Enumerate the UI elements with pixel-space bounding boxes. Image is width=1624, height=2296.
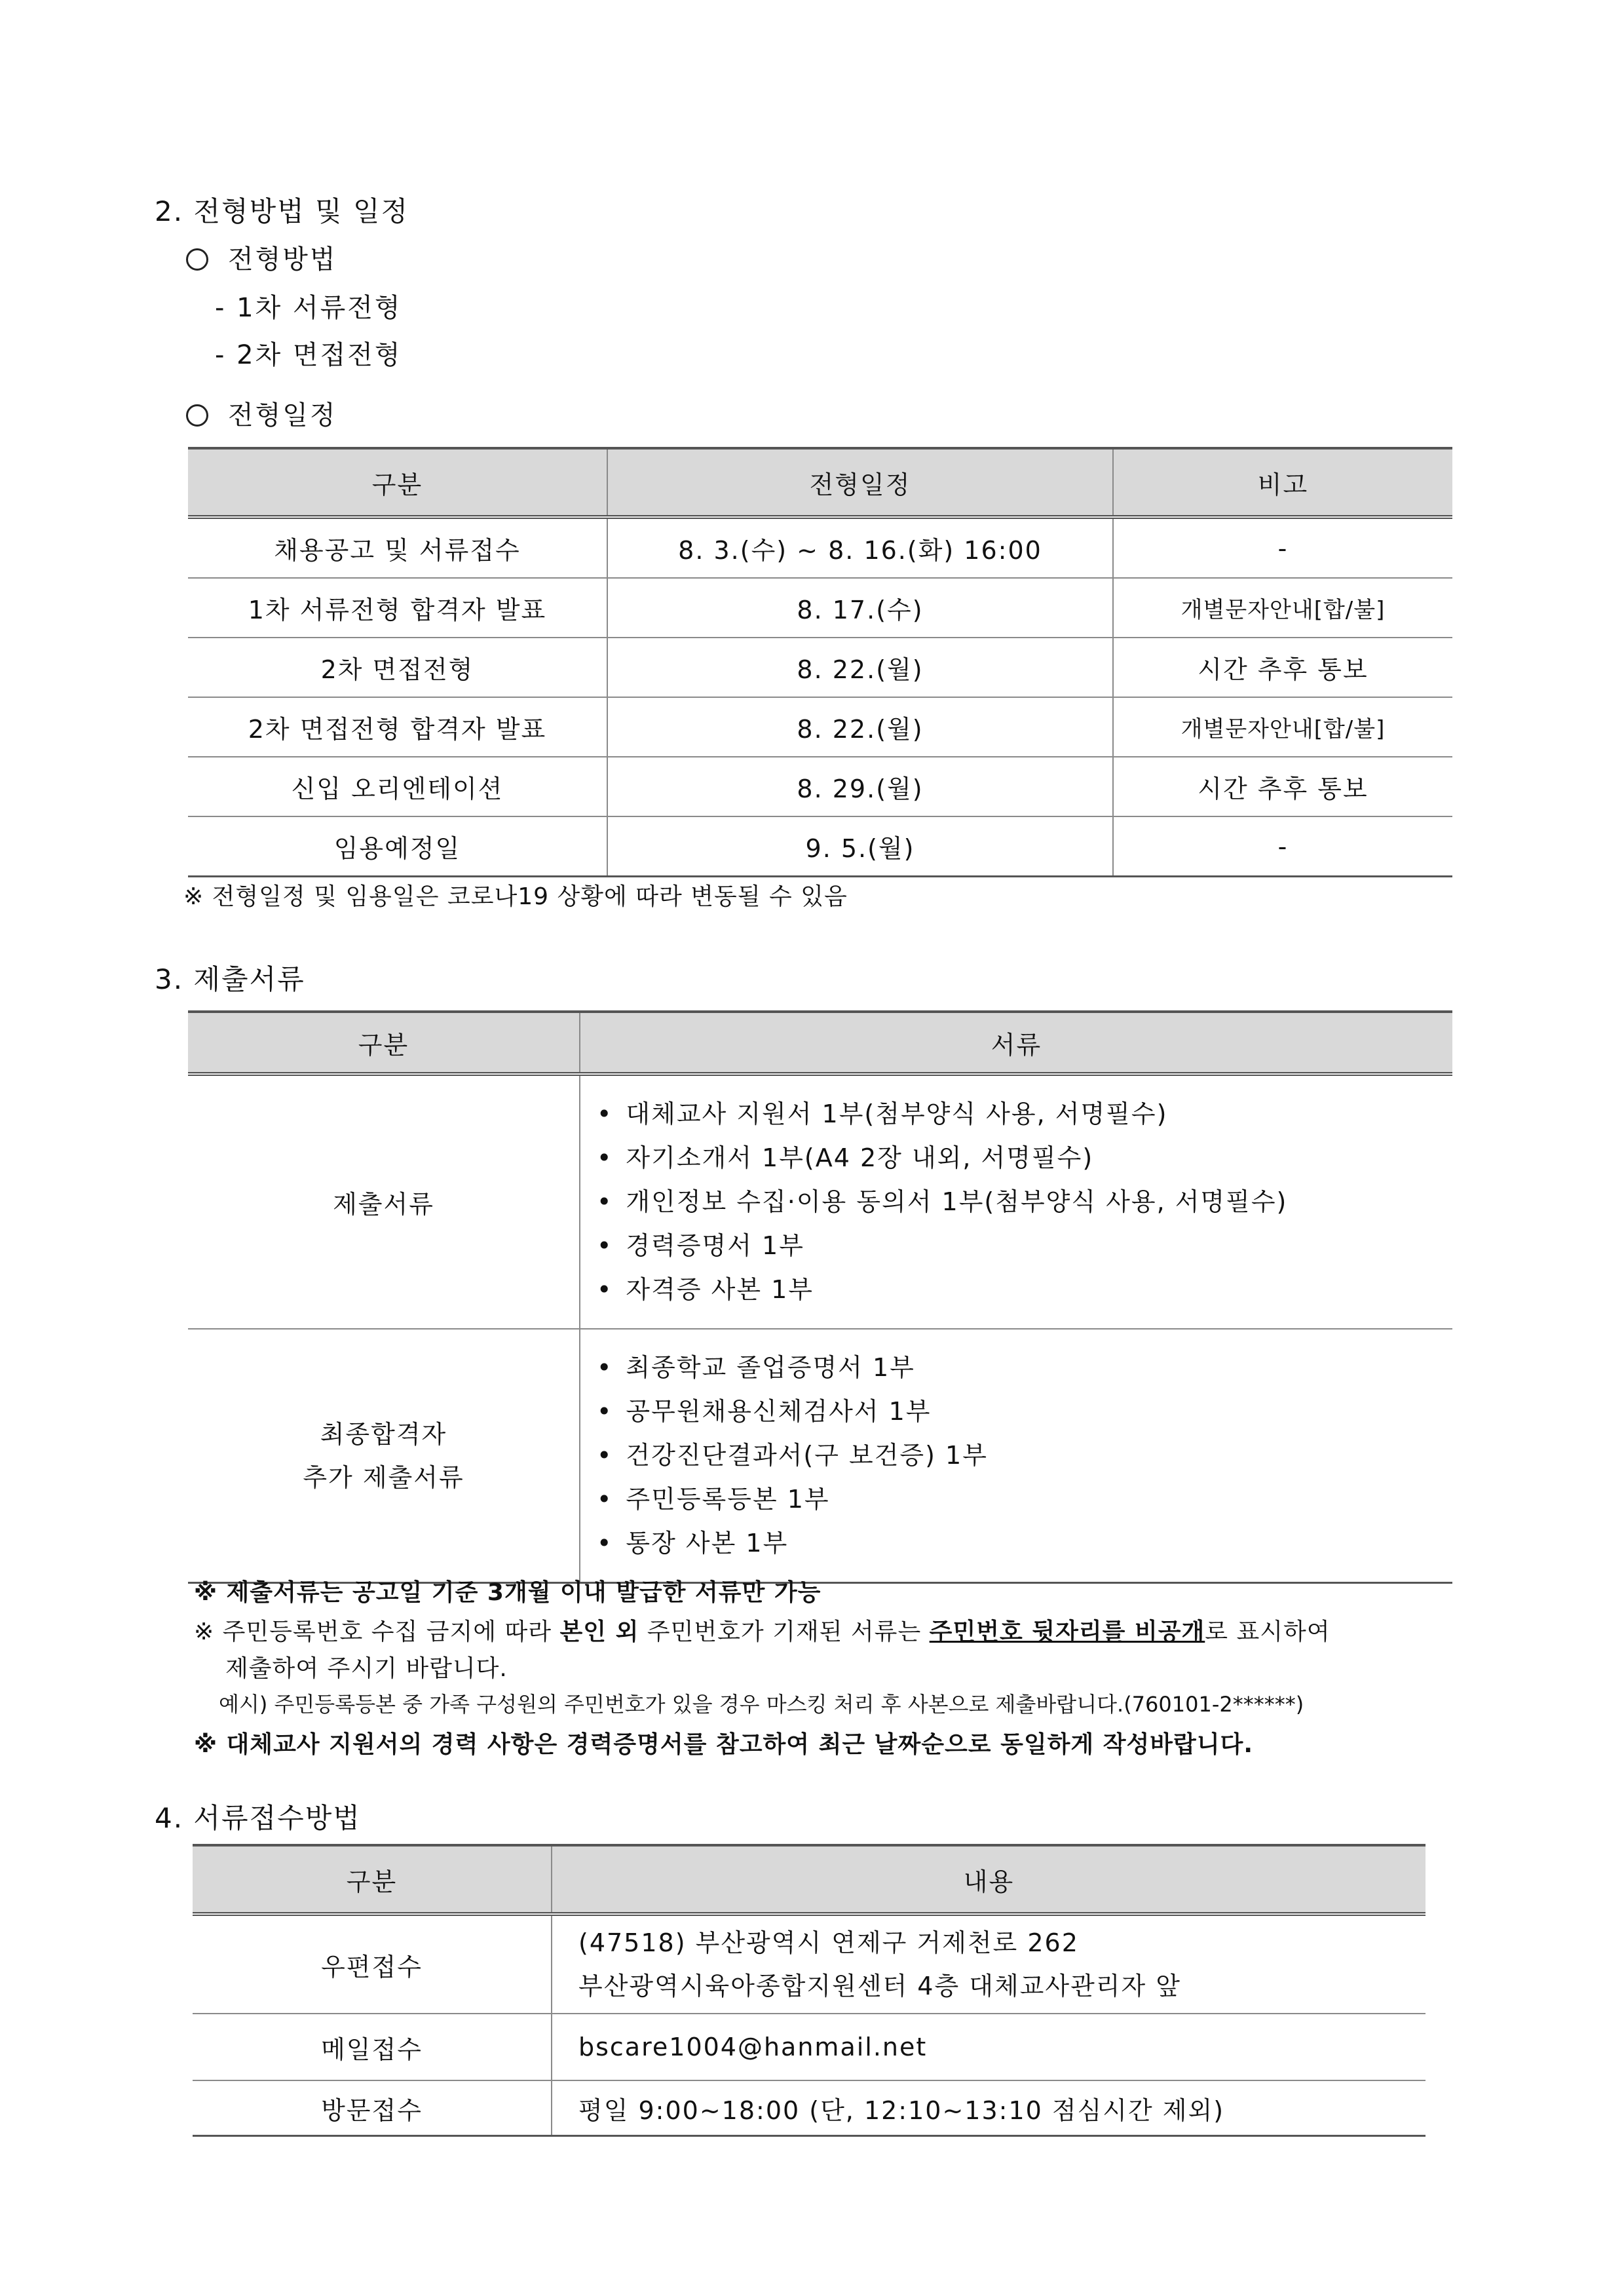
section-4-title: 4. 서류접수방법 <box>155 1802 361 1834</box>
table-row <box>193 1914 1426 2014</box>
submit-category: 메일접수 <box>193 2014 552 2080</box>
note-text: ※ 주민등록번호 수집 금지에 따라 <box>194 1618 560 1645</box>
schedule-note: - <box>1113 816 1452 877</box>
circle-bullet-icon <box>186 248 208 271</box>
section-2-title: 2. 전형방법 및 일정 <box>155 195 409 227</box>
note-underline: 주민번호 뒷자리를 비공개 <box>929 1618 1205 1645</box>
doc-note-2-cont: 제출하여 주시기 바랍니다. <box>225 1655 508 1682</box>
table-row <box>188 1329 1452 1583</box>
schedule-note: 시간 추후 통보 <box>1113 638 1452 697</box>
postal-address: (47518) 부산광역시 연제구 거제천로 262 <box>578 1928 1079 1957</box>
schedule-item: 1차 서류전형 합격자 발표 <box>188 578 607 638</box>
submission-table <box>193 1844 1426 2137</box>
submit-category: 우편접수 <box>193 1914 552 2014</box>
schedule-item: 2차 면접전형 합격자 발표 <box>188 697 607 757</box>
note-emphasis: 본인 외 <box>559 1618 639 1645</box>
table-row <box>188 816 1452 877</box>
list-item: • 최종학교 졸업증명서 1부 <box>597 1346 1452 1390</box>
method-heading <box>186 239 337 276</box>
section-3-title: 3. 제출서류 <box>155 963 305 995</box>
table-row <box>188 1074 1452 1329</box>
list-item: • 경력증명서 1부 <box>597 1224 1452 1268</box>
table-row <box>188 638 1452 697</box>
doc-category-line: 추가 제출서류 <box>303 1463 464 1492</box>
table-row <box>193 2080 1426 2136</box>
note-text: 주민번호가 기재된 서류는 <box>639 1618 930 1645</box>
schedule-date: 8. 22.(월) <box>607 638 1113 697</box>
table-header: 구분 <box>193 1845 552 1914</box>
table-header: 전형일정 <box>607 448 1113 517</box>
doc-note-4: ※ 대체교사 지원서의 경력 사항은 경력증명서를 참고하여 최근 날짜순으로 동일하게 작성바랍니다. <box>194 1731 1254 1758</box>
table-header: 비고 <box>1113 448 1452 517</box>
circle-bullet-icon <box>186 404 208 427</box>
method-item: - 1차 서류전형 <box>215 293 402 323</box>
table-row <box>188 578 1452 638</box>
list-item: • 자격증 사본 1부 <box>597 1268 1452 1312</box>
documents-table <box>188 1010 1452 1584</box>
table-row <box>188 757 1452 816</box>
table-header: 구분 <box>188 448 607 517</box>
list-item: • 자기소개서 1부(A4 2장 내외, 서명필수) <box>597 1136 1452 1180</box>
table-header: 내용 <box>552 1845 1426 1914</box>
doc-note-1: ※ 제출서류는 공고일 기준 3개월 이내 발급한 서류만 가능 <box>194 1579 821 1606</box>
doc-category-line: 최종합격자 <box>320 1419 447 1449</box>
schedule-item: 신입 오리엔테이션 <box>188 757 607 816</box>
schedule-date: 8. 17.(수) <box>607 578 1113 638</box>
schedule-heading-text: 전형일정 <box>228 400 337 430</box>
schedule-note: 시간 추후 통보 <box>1113 757 1452 816</box>
email-address: bscare1004@hanmail.net <box>552 2014 1426 2080</box>
submit-content <box>552 1914 1426 2014</box>
schedule-item: 채용공고 및 서류접수 <box>188 517 607 578</box>
schedule-date: 9. 5.(월) <box>607 816 1113 877</box>
schedule-note-text: ※ 전형일정 및 임용일은 코로나19 상황에 따라 변동될 수 있음 <box>183 883 848 910</box>
method-item: - 2차 면접전형 <box>215 340 402 370</box>
table-row <box>193 2014 1426 2080</box>
table-header: 서류 <box>580 1012 1452 1074</box>
list-item: • 주민등록등본 1부 <box>597 1478 1452 1521</box>
table-row <box>188 517 1452 578</box>
visit-hours: 평일 9:00~18:00 (단, 12:10~13:10 점심시간 제외) <box>552 2080 1426 2136</box>
doc-category: 제출서류 <box>188 1074 580 1329</box>
table-row <box>188 697 1452 757</box>
schedule-heading <box>186 394 337 432</box>
schedule-date: 8. 22.(월) <box>607 697 1113 757</box>
table-header: 구분 <box>188 1012 580 1074</box>
list-item: • 공무원채용신체검사서 1부 <box>597 1390 1452 1434</box>
submit-category: 방문접수 <box>193 2080 552 2136</box>
schedule-note: 개별문자안내[합/불] <box>1113 578 1452 638</box>
schedule-note: - <box>1113 517 1452 578</box>
schedule-item: 2차 면접전형 <box>188 638 607 697</box>
doc-category <box>188 1329 580 1583</box>
list-item: • 건강진단결과서(구 보건증) 1부 <box>597 1434 1452 1478</box>
postal-recipient: 부산광역시육아종합지원센터 4층 대체교사관리자 앞 <box>578 1972 1181 2000</box>
schedule-date: 8. 3.(수) ~ 8. 16.(화) 16:00 <box>607 517 1113 578</box>
schedule-date: 8. 29.(월) <box>607 757 1113 816</box>
doc-note-2 <box>194 1613 1331 1647</box>
note-text: 로 표시하여 <box>1205 1618 1331 1645</box>
method-heading-text: 전형방법 <box>228 244 337 275</box>
list-item: • 개인정보 수집·이용 동의서 1부(첨부양식 사용, 서명필수) <box>597 1180 1452 1224</box>
list-item: • 대체교사 지원서 1부(첨부양식 사용, 서명필수) <box>597 1092 1452 1136</box>
doc-list <box>581 1330 1452 1581</box>
list-item: • 통장 사본 1부 <box>597 1521 1452 1565</box>
schedule-item: 임용예정일 <box>188 816 607 877</box>
doc-note-example: 예시) 주민등록등본 중 가족 구성원의 주민번호가 있을 경우 마스킹 처리 후 사본으로 제출바랍니다.(760101-2******) <box>219 1692 1304 1717</box>
schedule-note: 개별문자안내[합/불] <box>1113 697 1452 757</box>
doc-list <box>581 1077 1452 1328</box>
schedule-table <box>188 447 1452 877</box>
